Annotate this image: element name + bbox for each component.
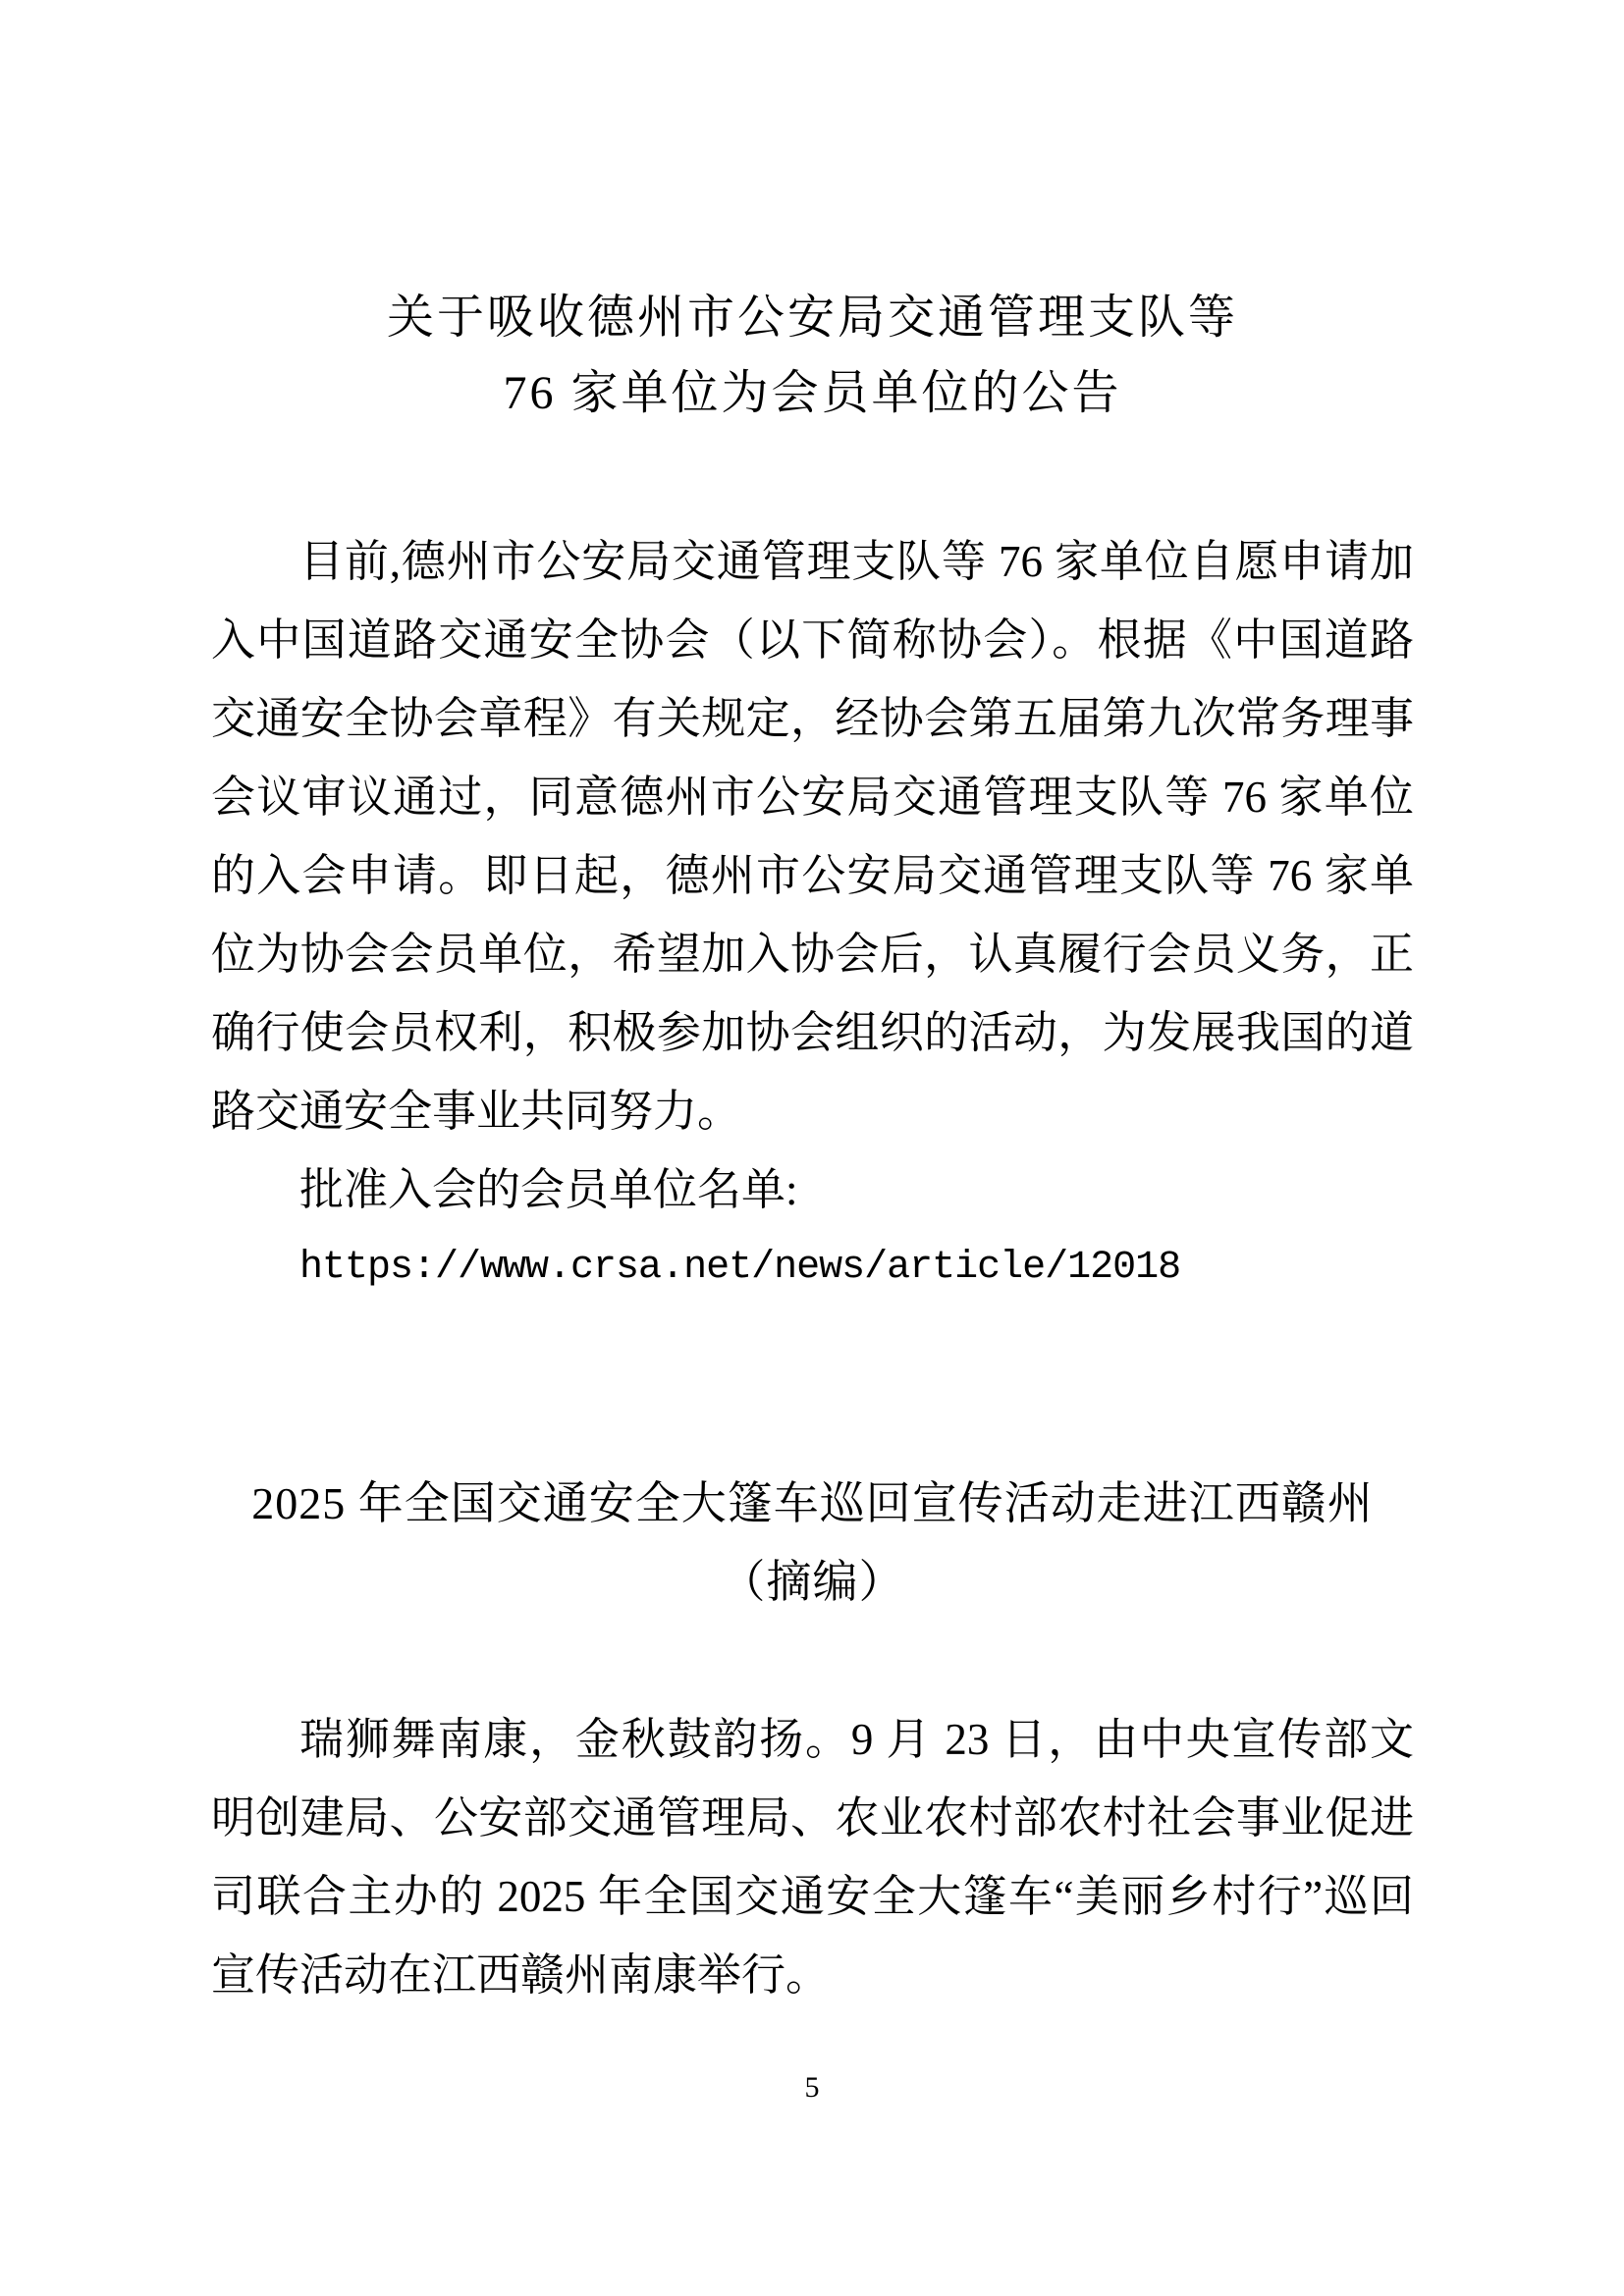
article-title-line2: （摘编） [720,1557,905,1607]
announcement-title [211,280,1414,431]
announcement-title-line1: 关于吸收德州市公安局交通管理支队等 [386,292,1238,344]
article-title [211,1465,1414,1622]
member-list-url: https://www.crsa.net/news/article/12018 [299,1246,1181,1290]
article-title-line1: 2025 年全国交通安全大篷车巡回宣传活动走进江西赣州 [251,1478,1374,1528]
page-number: 5 [804,2071,820,2104]
announcement-title-line2: 76 家单位为会员单位的公告 [503,367,1122,419]
member-list-label: 批准入会的会员单位名单: [299,1165,798,1214]
article-body-paragraph: 瑞狮舞南康，金秋鼓韵扬。9 月 23 日，由中央宣传部文明创建局、公安部交通管理局、农业农村部农村社会事业促进司联合主办的 2025 年全国交通安全大篷车“美丽乡村行”巡回宣传活动在江西赣州南康举行。 [211,1715,1414,2000]
announcement-body-paragraph: 目前,德州市公安局交通管理支队等 76 家单位自愿申请加入中国道路交通安全协会（以下简称协会）。根据《中国道路交通安全协会章程》有关规定，经协会第五届第九次常务理事会议审议通过，同意德州市公安局交通管理支队等 76 家单位的入会申请。即日起，德州市公安局交通管理支队等 76 家单位为协会会员单位，希望加入协会后，认真履行会员义务，正确行使会员权利，积极参加协会组织的活动，为发展我国的道路交通安全事业共同努力。 [211,537,1414,1136]
